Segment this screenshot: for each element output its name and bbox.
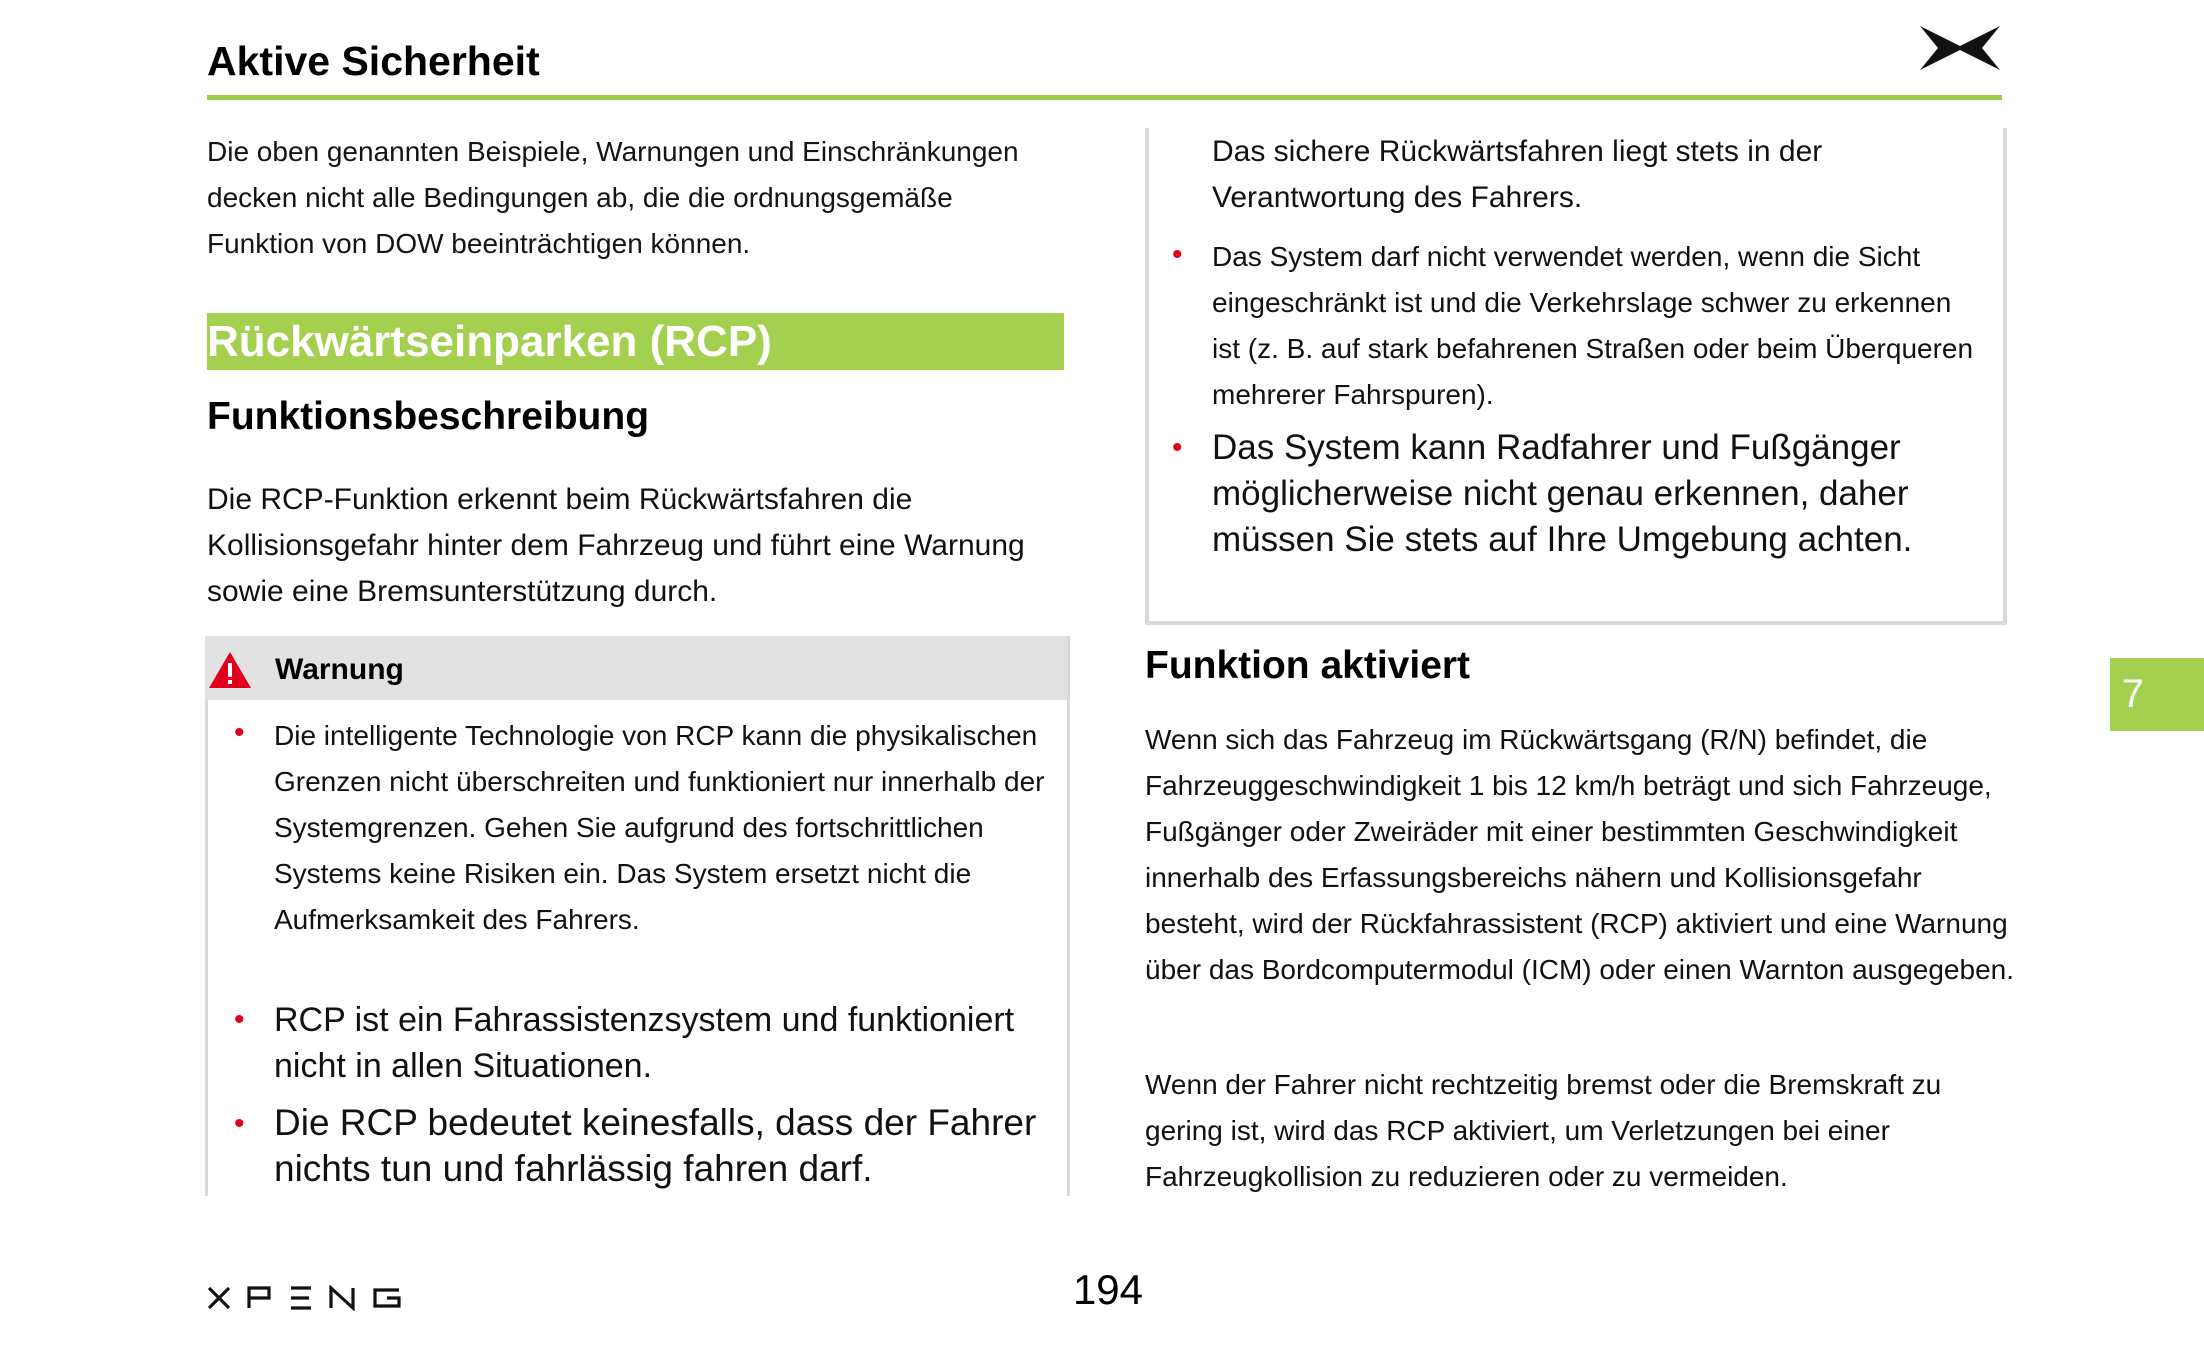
subheading-function-activated: Funktion aktiviert bbox=[1145, 644, 1471, 687]
bullet-icon: • bbox=[1172, 238, 1183, 271]
function-activated-paragraph: Wenn sich das Fahrzeug im Rückwärtsgang (R/N) befindet, die Fahrzeuggeschwindigkeit 1 bis 12 km/h beträgt und sich Fahrzeuge, Fußgänger oder Zweiräder mit einer bestimmten Geschwindigkeit innerhalb des Erfassungsbereichs nähern und Kollisionsgefahr besteht, wird der Rückfahrassistent (RCP) aktiviert und eine Warnung über das Bordcomputermodul (ICM) oder einen Warnton ausgegeben. bbox=[1145, 724, 2014, 985]
warning-item: Die RCP bedeutet keinesfalls, dass der Fahrer nichts tun und fahrlässig fahren darf. bbox=[274, 1102, 1037, 1189]
warning-label: Warnung bbox=[275, 653, 404, 686]
page-number: 194 bbox=[1072, 1266, 1144, 1313]
header-divider bbox=[207, 95, 2002, 100]
warning-continued-text: Das sichere Rückwärtsfahren liegt stets in der Verantwortung des Fahrers. bbox=[1212, 135, 1823, 214]
function-activated-paragraph: Wenn der Fahrer nicht rechtzeitig bremst oder die Bremskraft zu gering ist, wird das RCP aktiviert, um Verletzungen bei einer Fahrzeugkollision zu reduzieren oder zu vermeiden. bbox=[1145, 1069, 1942, 1192]
bullet-icon: • bbox=[234, 1003, 245, 1036]
bullet-icon: • bbox=[234, 1107, 245, 1140]
section-title: Rückwärtseinparken (RCP) bbox=[207, 317, 772, 366]
page-title: Aktive Sicherheit bbox=[207, 38, 540, 84]
intro-paragraph: Die oben genannten Beispiele, Warnungen und Einschränkungen decken nicht alle Bedingungen ab, die die ordnungsgemäße Funktion von DOW beeinträchtigen können. bbox=[207, 136, 1019, 259]
xpeng-logo bbox=[207, 1285, 413, 1311]
chapter-number: 7 bbox=[2121, 672, 2144, 716]
function-description-paragraph: Die RCP-Funktion erkennt beim Rückwärtsfahren die Kollisionsgefahr hinter dem Fahrzeug und führt eine Warnung sowie eine Bremsunterstützung durch. bbox=[207, 483, 1025, 608]
warning-item: Das System kann Radfahrer und Fußgänger möglicherweise nicht genau erkennen, daher müssen Sie stets auf Ihre Umgebung achten. bbox=[1212, 428, 1913, 559]
xpeng-x-icon bbox=[1918, 24, 2002, 72]
warning-item: Das System darf nicht verwendet werden, wenn die Sicht eingeschränkt ist und die Verkehrslage schwer zu erkennen ist (z. B. auf stark befahrenen Straßen oder beim Überqueren mehrerer Fahrspuren). bbox=[1212, 241, 1974, 410]
warning-triangle-icon bbox=[208, 651, 252, 689]
warning-item: Die intelligente Technologie von RCP kann die physikalischen Grenzen nicht überschreiten und funktioniert nur innerhalb der Systemgrenzen. Gehen Sie aufgrund des fortschrittlichen Systems keine Risiken ein. Das System ersetzt nicht die Aufmerksamkeit des Fahrers. bbox=[274, 720, 1045, 935]
bullet-icon: • bbox=[1172, 431, 1183, 464]
bullet-icon: • bbox=[234, 716, 245, 749]
subheading-function-description: Funktionsbeschreibung bbox=[207, 395, 650, 438]
warning-item: RCP ist ein Fahrassistenzsystem und funktioniert nicht in allen Situationen. bbox=[274, 1001, 1015, 1085]
